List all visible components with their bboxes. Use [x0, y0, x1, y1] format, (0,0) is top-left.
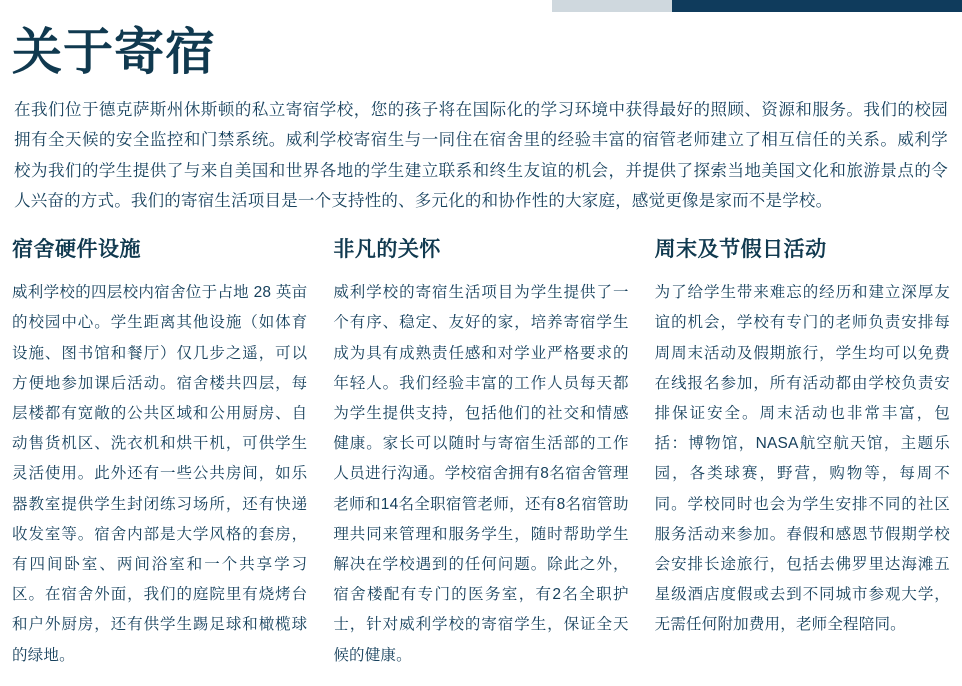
column-weekend-activities [655, 233, 950, 686]
three-column-section [12, 233, 950, 686]
decorative-top-bar [0, 0, 962, 12]
column-care [333, 233, 628, 686]
column-facilities [12, 233, 307, 686]
top-bar-light-segment [552, 0, 672, 12]
page-title: 关于寄宿 [12, 24, 216, 80]
column-heading: 宿舍硬件设施 [12, 237, 141, 261]
intro-paragraph: 在我们位于德克萨斯州休斯顿的私立寄宿学校，您的孩子将在国际化的学习环境中获得最好的照顾、资源和服务。我们的校园拥有全天候的安全监控和门禁系统。威利学校寄宿生与一同住在宿舍里的经验丰富的宿管老师建立了相互信任的关系。威利学校为我们的学生提供了与来自美国和世界各地的学生建立联系和终生友谊的机会，并提供了探索当地美国文化和旅游景点的令人兴奋的方式。我们的寄宿生活项目是一个支持性的、多元化的和协作性的大家庭，感觉更像是家而不是学校。 [14, 100, 948, 211]
top-bar-navy-segment [672, 0, 962, 12]
column-body: 为了给学生带来难忘的经历和建立深厚友谊的机会，学校有专门的老师负责安排每周周末活动及假期旅行，学生均可以免费在线报名参加，所有活动都由学校负责安排保证安全。周末活动也非常丰富，包括：博物馆，NASA航空航天馆，主题乐园，各类球赛，野营，购物等，每周不同。学校同时也会为学生安排不同的社区服务活动来参加。春假和感恩节假期学校会安排长途旅行，包括去佛罗里达海滩五星级酒店度假或去到不同城市参观大学，无需任何附加费用，老师全程陪同。 [654, 284, 950, 634]
column-body: 威利学校的寄宿生活项目为学生提供了一个有序、稳定、友好的家，培养寄宿学生成为具有成熟责任感和对学业严格要求的年轻人。我们经验丰富的工作人员每天都为学生提供支持，包括他们的社交和情感健康。家长可以随时与寄宿生活部的工作人员进行沟通。学校宿舍拥有8名宿舍管理老师和14名全职宿管老师，还有8名宿管助理共同来管理和服务学生，随时帮助学生解决在学校遇到的任何问题。除此之外，宿舍楼配有专门的医务室，有2名全职护士，针对威利学校的寄宿学生，保证全天候的健康。 [333, 284, 629, 664]
column-heading: 非凡的关怀 [333, 237, 441, 261]
column-body: 威利学校的四层校内宿舍位于占地 28 英亩的校园中心。学生距离其他设施（如体育设施、图书馆和餐厅）仅几步之遥，可以方便地参加课后活动。宿舍楼共四层，每层楼都有宽敞的公共区域和公用厨房、自动售货机区、洗衣机和烘干机，可供学生灵活使用。此外还有一些公共房间，如乐器教室提供学生封闭练习场所，还有快递收发室等。宿舍内部是大学风格的套房，有四间卧室、两间浴室和一个共享学习区。在宿舍外面，我们的庭院里有烧烤台和户外厨房，还有供学生踢足球和橄榄球的绿地。 [12, 284, 308, 664]
column-heading: 周末及节假日活动 [654, 237, 827, 261]
document-content [0, 12, 962, 664]
